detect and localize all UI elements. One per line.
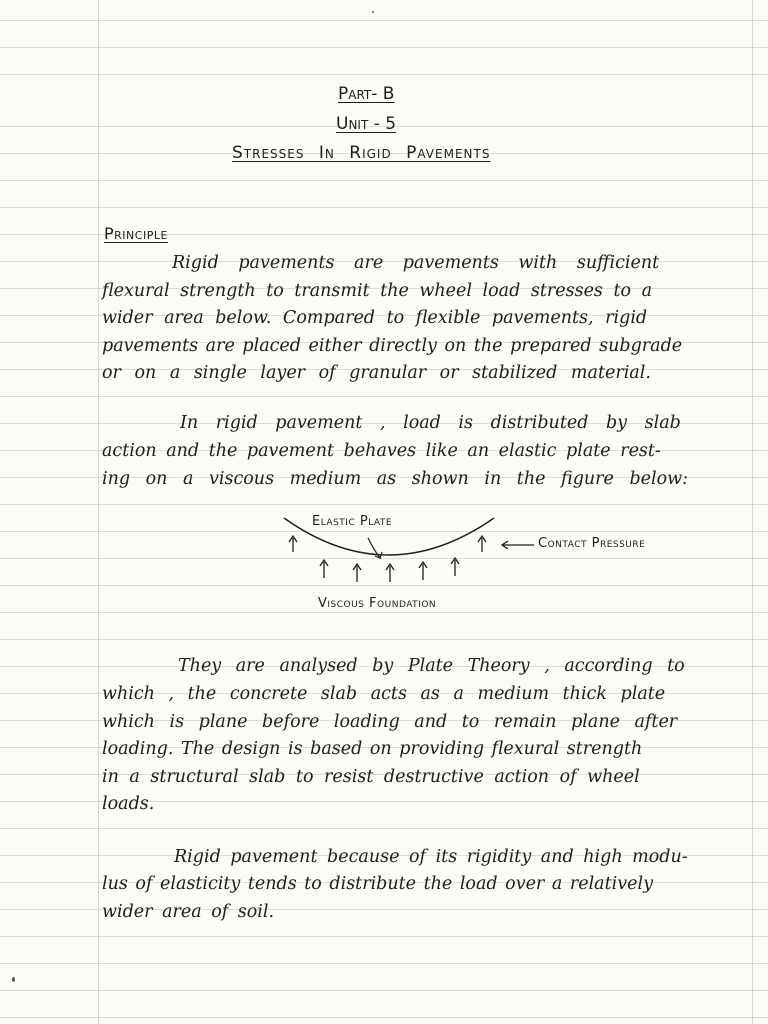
paragraph-line: in a structural slab to resist destructive action of wheel xyxy=(102,767,640,787)
paragraph-line: loads. xyxy=(102,794,155,814)
pressure-arrow xyxy=(386,564,394,582)
scan-speck xyxy=(12,977,15,982)
paragraph-line: ing on a viscous medium as shown in the figure below: xyxy=(102,469,689,489)
paragraph-line: wider area below. Compared to flexible pavements, rigid xyxy=(102,308,648,328)
part-heading: Part- B xyxy=(338,84,395,104)
viscous-foundation-label: Viscous Foundation xyxy=(318,596,437,611)
pressure-arrow xyxy=(353,564,361,582)
paragraph-line: wider area of soil. xyxy=(102,902,275,922)
paragraph-line: which is plane before loading and to remain plane after xyxy=(102,712,678,732)
paragraph-line: flexural strength to transmit the wheel load stresses to a xyxy=(102,281,653,301)
paragraph-line: Rigid pavement because of its rigidity and high modu- xyxy=(174,847,688,867)
paragraph-line: loading. The design is based on providing flexural strength xyxy=(102,739,643,759)
contact-pressure-pointer xyxy=(502,541,534,549)
paragraph-line: which , the concrete slab acts as a medium thick plate xyxy=(102,684,666,704)
pressure-arrow xyxy=(320,560,328,578)
paragraph-line: They are analysed by Plate Theory , according to xyxy=(178,656,685,676)
paragraph-line: In rigid pavement , load is distributed by slab xyxy=(180,413,681,433)
paragraph-line: or on a single layer of granular or stabilized material. xyxy=(102,363,651,383)
paragraph-line: lus of elasticity tends to distribute the load over a relatively xyxy=(102,874,653,894)
contact-pressure-arrows xyxy=(289,536,534,582)
page-title: Stresses In Rigid Pavements xyxy=(232,143,491,163)
elastic-plate-label: Elastic Plate xyxy=(312,514,393,529)
paragraph-line: Rigid pavements are pavements with sufficient xyxy=(172,253,660,273)
contact-pressure-label: Contact Pressure xyxy=(538,536,646,551)
paragraph-line: action and the pavement behaves like an elastic plate rest- xyxy=(102,441,661,461)
pressure-arrow xyxy=(419,562,427,580)
pressure-arrow xyxy=(451,558,459,576)
scan-speck xyxy=(372,11,374,13)
unit-heading: Unit - 5 xyxy=(336,114,397,134)
principle-heading: Principle xyxy=(104,224,168,243)
pressure-arrow-right xyxy=(478,536,486,552)
paragraph-line: pavements are placed either directly on the prepared subgrade xyxy=(102,336,683,356)
pressure-arrow-left xyxy=(289,536,297,552)
